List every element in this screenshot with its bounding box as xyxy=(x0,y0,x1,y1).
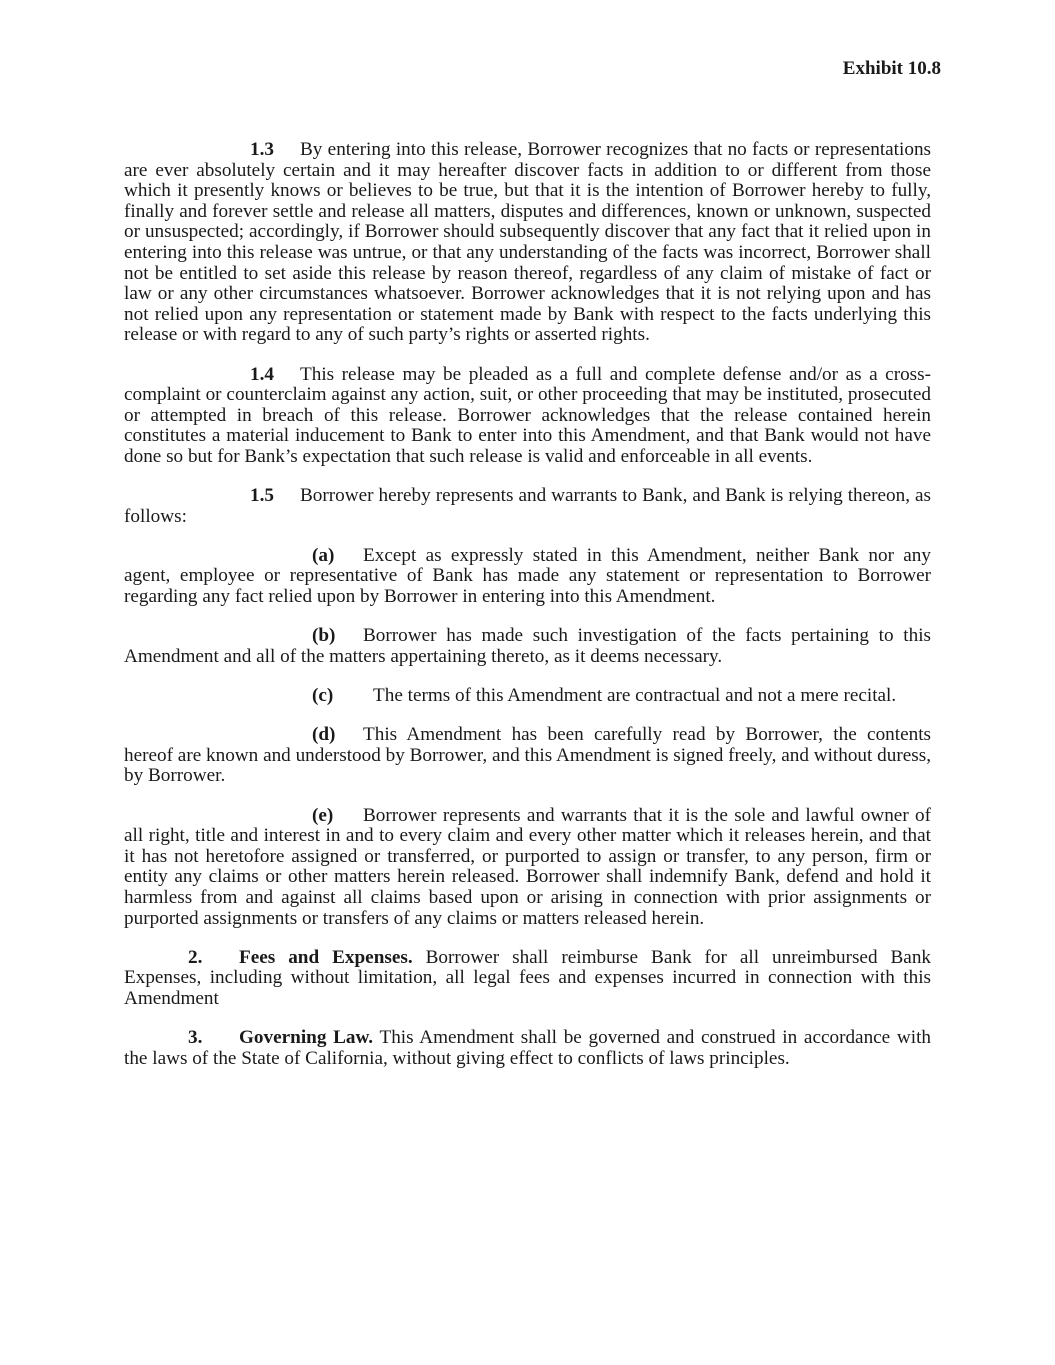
section-text: By entering into this release, Borrower recognizes that no facts or representations are ever absolutely certain and it may hereafter discover facts in addition to or different from those which it presently knows or believes to be true, but that it is the intention of Borrower hereby to fully, finally and forever settle and release all matters, disputes and differences, known or unknown, suspected or unsuspected; accordingly, if Borrower should subsequently discover that any fact that it relied upon in entering into this release was untrue, or that any understanding of the facts was incorrect, Borrower shall not be entitled to set aside this release by reason thereof, regardless of any claim of mistake of fact or law or any other circumstances whatsoever. Borrower acknowledges that it is not relying upon and has not relied upon any representation or statement made by Bank with respect to the facts underlying this release or with regard to any of such party’s rights or asserted rights. xyxy=(124,139,931,346)
subsection-a xyxy=(124,546,931,608)
subsection-e xyxy=(124,806,931,930)
section-3 xyxy=(124,1028,931,1069)
section-text: This release may be pleaded as a full and complete defense and/or as a cross-complaint or counterclaim against any action, suit, or other proceeding that may be instituted, prosecuted or attempted in breach of this release. Borrower acknowledges that the release contained herein constitutes a material inducement to Bank to enter into this Amendment, and that Bank would not have done so but for Bank’s expectation that such release is valid and enforceable in all events. xyxy=(124,363,931,467)
subsection-label: (e) xyxy=(312,804,334,826)
document-body xyxy=(124,140,931,1088)
subsection-text: This Amendment has been carefully read by Borrower, the contents hereof are known and understood by Borrower, and this Amendment is signed freely, and without duress, by Borrower. xyxy=(124,724,931,787)
section-1-3 xyxy=(124,140,931,346)
subsection-text: Except as expressly stated in this Amendment, neither Bank nor any agent, employee or representative of Bank has made any statement or representation to Borrower regarding any fact relied upon by Borrower in entering into this Amendment. xyxy=(124,544,931,608)
subsection-label: (b) xyxy=(312,625,336,647)
section-heading: Fees and Expenses. xyxy=(239,946,413,968)
subsection-text: The terms of this Amendment are contractual and not a mere recital. xyxy=(373,685,897,707)
section-text: Borrower shall reimburse Bank for all unreimbursed Bank Expenses, including without limitation, all legal fees and expenses incurred in connection with this Amendment xyxy=(124,946,932,1009)
section-text: This Amendment shall be governed and construed in accordance with the laws of the State of California, without giving effect to conflicts of laws principles. xyxy=(124,1027,932,1069)
section-number: 1.3 xyxy=(250,139,274,160)
subsection-label: (d) xyxy=(312,724,336,746)
section-number: 2. xyxy=(188,946,203,968)
subsection-b xyxy=(124,626,931,667)
exhibit-label: Exhibit 10.8 xyxy=(842,58,941,79)
section-1-4 xyxy=(124,365,931,468)
section-text: Borrower hereby represents and warrants to Bank, and Bank is relying thereon, as follows: xyxy=(124,485,931,527)
subsection-text: Borrower has made such investigation of the facts pertaining to this Amendment and all of the matters appertaining thereto, as it deems necessary. xyxy=(124,625,931,667)
section-number: 1.5 xyxy=(250,485,274,507)
subsection-text: Borrower represents and warrants that it is the sole and lawful owner of all right, title and interest in and to every claim and every other matter which it releases herein, and that it has not heretofore assigned or transferred, or purported to assign or transfer, to any person, firm or entity any claims or other matters herein released. Borrower shall indemnify Bank, defend and hold it harmless from and against all claims based upon or arising in connection with prior assignments or purported assignments or transfers of any claims or matters released herein. xyxy=(124,804,931,929)
section-2 xyxy=(124,948,931,1010)
subsection-d xyxy=(124,725,931,787)
subsection-label: (c) xyxy=(312,685,334,707)
section-1-5 xyxy=(124,486,931,527)
subsection-c xyxy=(124,686,931,707)
section-heading: Governing Law. xyxy=(239,1027,374,1049)
subsection-label: (a) xyxy=(312,544,335,566)
section-number: 1.4 xyxy=(250,363,274,385)
section-number: 3. xyxy=(188,1027,203,1049)
